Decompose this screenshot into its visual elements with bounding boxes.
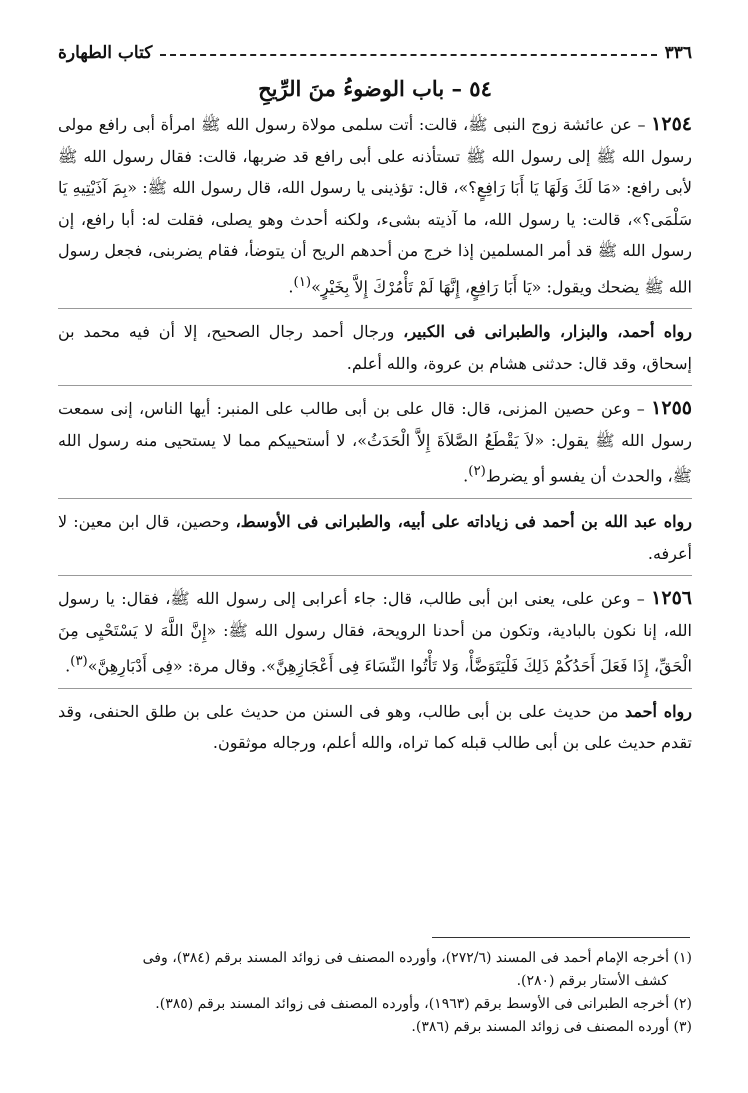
footnotes xyxy=(58,947,692,1039)
takhrij-1254 xyxy=(58,316,692,379)
footnote-1-continuation: كشف الأستار برقم (٢٨٠). xyxy=(516,973,668,989)
hadith-end: . xyxy=(65,656,71,676)
running-header xyxy=(58,40,692,66)
hadith-end: . xyxy=(463,466,469,486)
footnote-separator xyxy=(432,937,690,938)
footnote-3: (٣) أورده المصنف فى زوائد المسند برقم (٣٨٦). xyxy=(411,1019,692,1035)
footnote-ref: (٢) xyxy=(468,464,486,480)
takhrij-sources: رواه أحمد، والبزار، والطبرانى فى الكبير، xyxy=(403,322,693,342)
footnote-ref: (٣) xyxy=(70,654,88,670)
separator-rule xyxy=(58,688,692,689)
hadith-text: – وعن حصين المزنى، قال: قال على بن أبى طالب على المنبر: أيها الناس، إنى سمعت رسول الله ﷺ يقول: «لاَ يَقْطَعُ الصَّلاَةَ إِلاَّ الْحَدَثُ»، لا أستحييكم مما لا يستحيى منه رسول الله ﷺ، والحدث أن يفسو أو يضرط xyxy=(58,399,692,486)
footnote-2: (٢) أخرجه الطبرانى فى الأوسط برقم (١٩٦٣)، وأورده المصنف فى زوائد المسند برقم (٣٨٥). xyxy=(155,996,692,1012)
hadith-text: – وعن على، يعنى ابن أبى طالب، قال: جاء أعرابى إلى رسول الله ﷺ، فقال: يا رسول الله، إنا نكون بالبادية، وتكون من أحدنا الرويحة، فقال رسول الله ﷺ: «إِنَّ اللَّهَ لا يَسْتَحْيِى مِنَ الْحَقِّ، إِذَا فَعَلَ أَحَدُكُمْ ذَلِكَ فَلْيَتَوَضَّأْ، وَلا تَأْتُوا النِّسَاءَ فِى أَعْجَازِهِنَّ». وقال مرة: «فِى أَدْبَارِهِنَّ» xyxy=(58,589,692,676)
main-text xyxy=(58,109,692,759)
page-number: ٣٣٦ xyxy=(664,43,692,63)
takhrij-comment: ورجال أحمد رجال الصحيح، إلا أن فيه محمد بن إسحاق، وقد قال: حدثنى هشام بن عروة، والله أعلم. xyxy=(58,322,692,373)
footnote-1: (١) أخرجه الإمام أحمد فى المسند (٢٧٢/٦)، وأورده المصنف فى زوائد المسند برقم (٣٨٤)، وفى xyxy=(142,950,692,966)
hadith-1256 xyxy=(58,583,692,682)
takhrij-1255 xyxy=(58,506,692,569)
separator-rule xyxy=(58,385,692,386)
separator-rule xyxy=(58,308,692,309)
footnote-ref: (١) xyxy=(293,274,312,290)
separator-rule xyxy=(58,498,692,499)
hadith-1254 xyxy=(58,109,692,302)
header-dashed-rule xyxy=(160,54,656,56)
book-title: كتاب الطهارة xyxy=(58,43,153,63)
hadith-number: ١٢٥٤ xyxy=(651,113,692,135)
hadith-text: – عن عائشة زوج النبى ﷺ، قالت: أتت سلمى مولاة رسول الله ﷺ امرأة أبى رافع مولى رسول الله ﷺ إلى رسول الله ﷺ تستأذنه على أبى رافع قد ضربها، قالت: فقال رسول الله ﷺ لأبى رافع: «مَا لَكَ وَلَهَا يَا أَبَا رَافِعٍ؟»، قال: تؤذينى يا رسول الله، قال رسول الله ﷺ: «بِمَ آذَيْتِيهِ يَا سَلْمَى؟»، قالت: يا رسول الله، ما آذيته بشىء، ولكنه أحدث وهو يصلى، فقلت له: أبا رافع، إن رسول الله ﷺ قد أمر المسلمين إذا خرج من أحدهم الريح أن يتوضأ، فقام يضربنى، فجعل رسول الله ﷺ يضحك ويقول: «يَا أَبَا رَافِعٍ، إِنَّهَا لَمْ تَأْمُرْكَ إِلاَّ بِخَيْرٍ» xyxy=(58,115,692,296)
hadith-number: ١٢٥٦ xyxy=(651,587,692,610)
chapter-title: ٥٤ – باب الوضوءُ منَ الرِّيحِ xyxy=(258,76,492,101)
takhrij-sources: رواه عبد الله بن أحمد فى زياداته على أبيه، والطبرانى فى الأوسط، xyxy=(235,512,693,532)
hadith-1255 xyxy=(58,393,692,492)
hadith-end: . xyxy=(288,276,294,296)
separator-rule xyxy=(58,575,692,576)
takhrij-sources: رواه أحمد xyxy=(624,701,693,721)
takhrij-comment: من حديث على بن أبى طالب، وهو فى السنن من حديث على بن طلق الحنفى، وقد تقدم حديث على بن أبى طالب قبله كما تراه، والله أعلم، ورجاله موثقون. xyxy=(58,701,692,753)
takhrij-comment: وحصين، قال ابن معين: لا أعرفه. xyxy=(58,512,692,563)
takhrij-1256 xyxy=(58,696,692,759)
hadith-number: ١٢٥٥ xyxy=(651,397,692,420)
